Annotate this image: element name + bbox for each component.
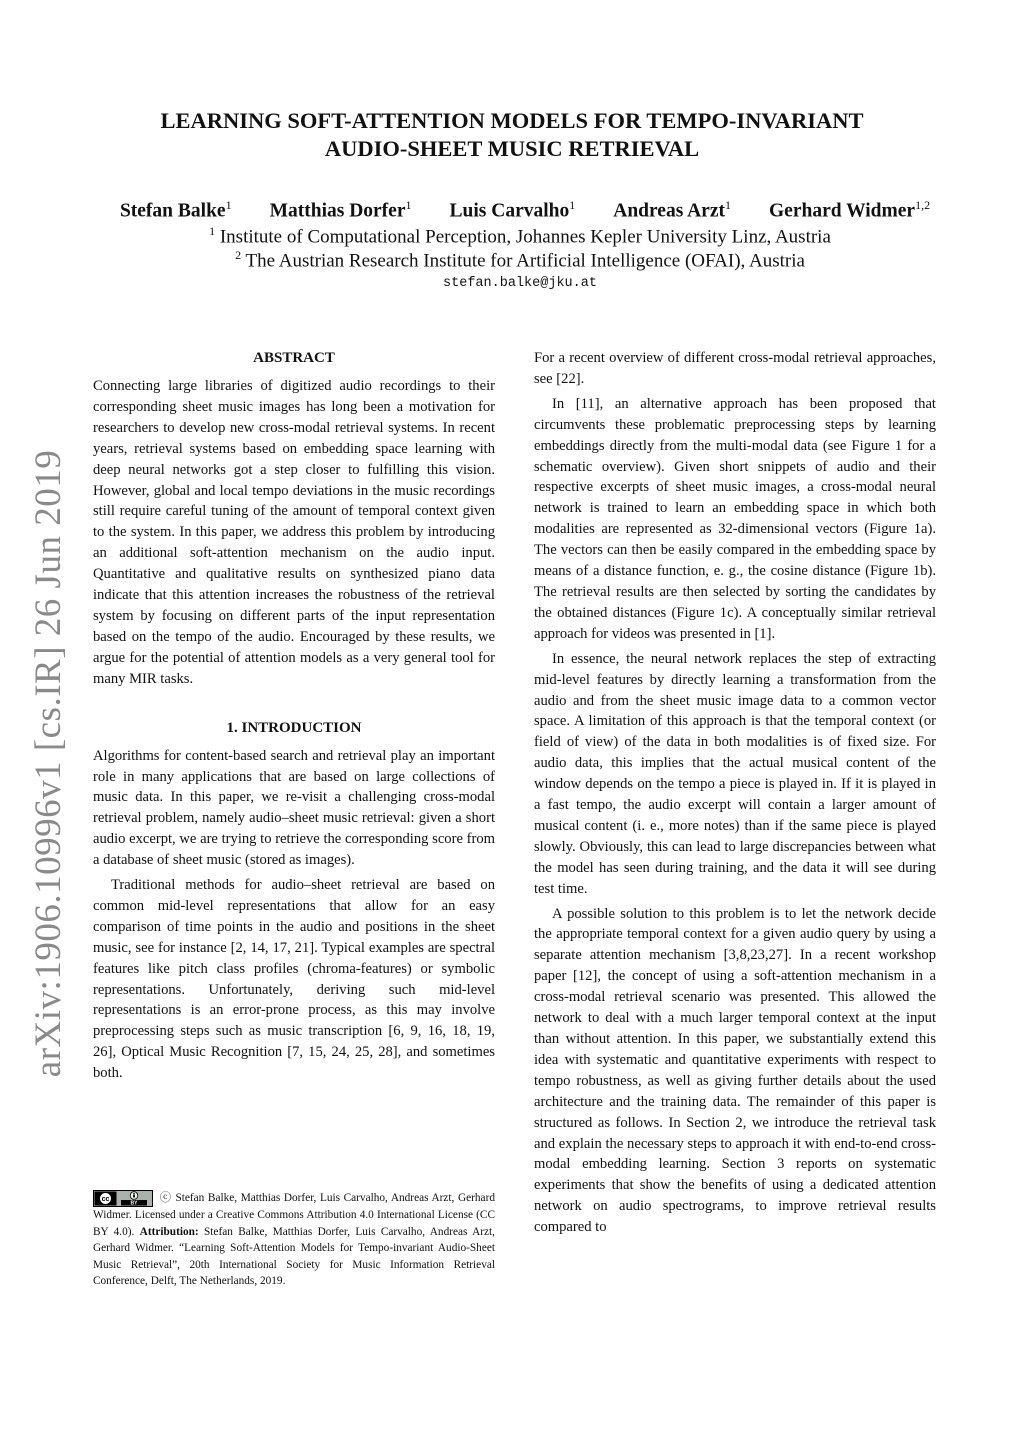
contact-email[interactable]: stefan.balke@jku.at	[443, 276, 597, 291]
intro-paragraph-2: Traditional methods for audio–sheet retrieval are based on common mid-level representations that allow for an easy comparison of time points in the audio and positions in the sheet music, see for instance [2, 14, 17, 21]. Typical examples are spectral features like pitch class profiles (chroma-features) or symbolic representations. Unfortunately, deriving such mid-level representations is an error-prone process, as this may involve preprocessing steps such as music transcription [6, 9, 16, 18, 19, 26], Optical Music Recognition [7, 15, 24, 25, 28], and sometimes both.	[93, 877, 495, 1082]
author-list	[90, 198, 960, 223]
author-name: Andreas Arzt	[613, 200, 725, 222]
affiliation-text: The Austrian Research Institute for Artificial Intelligence (OFAI), Austria	[245, 250, 805, 272]
title-line-1: LEARNING SOFT-ATTENTION MODELS FOR TEMPO-INVARIANT	[160, 108, 864, 133]
author	[769, 198, 930, 223]
author-name: Gerhard Widmer	[769, 200, 916, 222]
author-affiliation-mark: 1	[225, 198, 232, 212]
attribution-text: Stefan Balke, Matthias Dorfer, Luis Carvalho, Andreas Arzt, Gerhard Widmer. “Learning Soft-Attention Models for Tempo-invariant Audio-Sheet Music Retrieval”, 20th International Society for Music Information Retrieval Conference, Delft, The Netherlands, 2019.	[93, 1225, 496, 1288]
author-name: Matthias Dorfer	[269, 200, 406, 222]
affiliation-mark: 1	[209, 224, 216, 238]
affiliation-2	[90, 248, 950, 272]
intro-paragraph-1: Algorithms for content-based search and retrieval play an important role in many applications that are based on large collections of music data. In this paper, we re-visit a challenging cross-modal retrieval problem, namely audio–sheet music retrieval: given a short audio excerpt, we are trying to retrieve the corresponding score from a database of sheet music (stored as images).	[93, 747, 495, 869]
title-line-2: AUDIO-SHEET MUSIC RETRIEVAL	[324, 136, 700, 161]
author	[270, 198, 412, 223]
license-copyright: ⓒ Stefan Balke, Matthias Dorfer, Luis Carvalho, Andreas Arzt, Gerhard Widmer. Licensed under a Creative Commons Attribution 4.0 International License (CC BY 4.0).	[93, 1192, 495, 1238]
author-name: Luis Carvalho	[449, 200, 570, 222]
right-paragraph-1: For a recent overview of different cross-modal retrieval approaches, see [22].	[534, 350, 936, 387]
cc-by-license-icon	[93, 1190, 153, 1207]
right-column	[534, 348, 936, 1238]
right-paragraph-3: In essence, the neural network replaces the step of extracting mid-level features by directly learning a transformation from the audio and from the sheet music image data to a common vector space. A limitation of this approach is that the temporal context (or field of view) of the data in both modalities is of fixed size. For audio data, this implies that the actual musical content of the window depends on the tempo a piece is played in. If it is played in a fast tempo, the audio excerpt will contain a larger amount of musical content (i. e., more notes) than if the same piece is played slowly. Obviously, this can lead to large discrepancies between what the model has seen during training, and the data it will see during test time.	[534, 650, 936, 897]
by-badge-label: BY	[130, 1200, 138, 1207]
attribution-label: Attribution:	[139, 1225, 199, 1238]
author-affiliation-mark: 1	[405, 198, 412, 212]
author-affiliation-mark: 1	[569, 198, 576, 212]
author	[120, 198, 232, 223]
author-name: Stefan Balke	[119, 200, 226, 222]
affiliation-1	[90, 224, 950, 248]
affiliation-mark: 2	[235, 248, 242, 262]
affiliation-text: Institute of Computational Perception, Johannes Kepler University Linz, Austria	[219, 226, 831, 248]
introduction-heading: 1. INTRODUCTION	[226, 719, 362, 736]
abstract-heading: ABSTRACT	[253, 350, 335, 366]
arxiv-identifier-text: arXiv:1906.10996v1 [cs.IR] 26 Jun 2019	[28, 449, 70, 1077]
cc-badge-label: cc	[101, 1196, 110, 1203]
paper-title	[90, 107, 934, 163]
license-footnote	[93, 1190, 495, 1290]
abstract-text: Connecting large libraries of digitized audio recordings to their corresponding sheet music images has long been a motivation for researchers to develop new cross-modal retrieval systems. In recent years, retrieval systems based on embedding space learning with deep neural networks got a step closer to fulfilling this vision. However, global and local tempo deviations in the music recordings still require careful tuning of the amount of temporal context given to the system. In this paper, we address this problem by introducing an additional soft-attention mechanism on the audio input. Quantitative and qualitative results on synthesized piano data indicate that this attention increases the robustness of the retrieval system by focusing on different parts of the input representation based on the tempo of the audio. Encouraged by these results, we argue for the potential of attention models as a very general tool for many MIR tasks.	[93, 378, 495, 687]
author-affiliation-mark: 1	[725, 198, 731, 212]
right-paragraph-4: A possible solution to this problem is to let the network decide the appropriate temporal context for a given audio query by using a separate attention mechanism [3,8,23,27]. In a recent workshop paper [12], the concept of using a soft-attention mechanism in a cross-modal retrieval scenario was presented. This allowed the network to deal with a much larger temporal context at the input than without attention. In this paper, we substantially extend this idea with systematic and quantitative experiments with respect to tempo robustness, as well as giving further details about the used architecture and the training data. The remainder of this paper is structured as follows. In Section 2, we introduce the retrieval task and explain the necessary steps to approach it with end-to-end cross-modal embedding learning. Section 3 reports on systematic experiments that show the benefits of using a dedicated attention network on audio spectrograms, to improve retrieval results compared to	[534, 905, 936, 1236]
author	[450, 198, 576, 223]
right-paragraph-2: In [11], an alternative approach has been proposed that circumvents these problematic preprocessing steps by learning embeddings directly from the multi-modal data (see Figure 1 for a schematic overview). Given short snippets of audio and their respective excerpts of sheet music images, a cross-modal neural network is trained to learn an embedding space in which both modalities are represented as 32-dimensional vectors (Figure 1a). The vectors can then be easily compared in the embedding space by means of a distance function, e. g., the cosine distance (Figure 1b). The retrieval results are then selected by sorting the candidates by the obtained distances (Figure 1c). A conceptually similar retrieval approach for videos was presented in [1].	[534, 395, 936, 642]
author	[613, 198, 731, 223]
left-column	[93, 348, 495, 1084]
arxiv-identifier-stamp	[26, 449, 71, 1077]
author-affiliation-mark: 1,2	[915, 198, 931, 212]
